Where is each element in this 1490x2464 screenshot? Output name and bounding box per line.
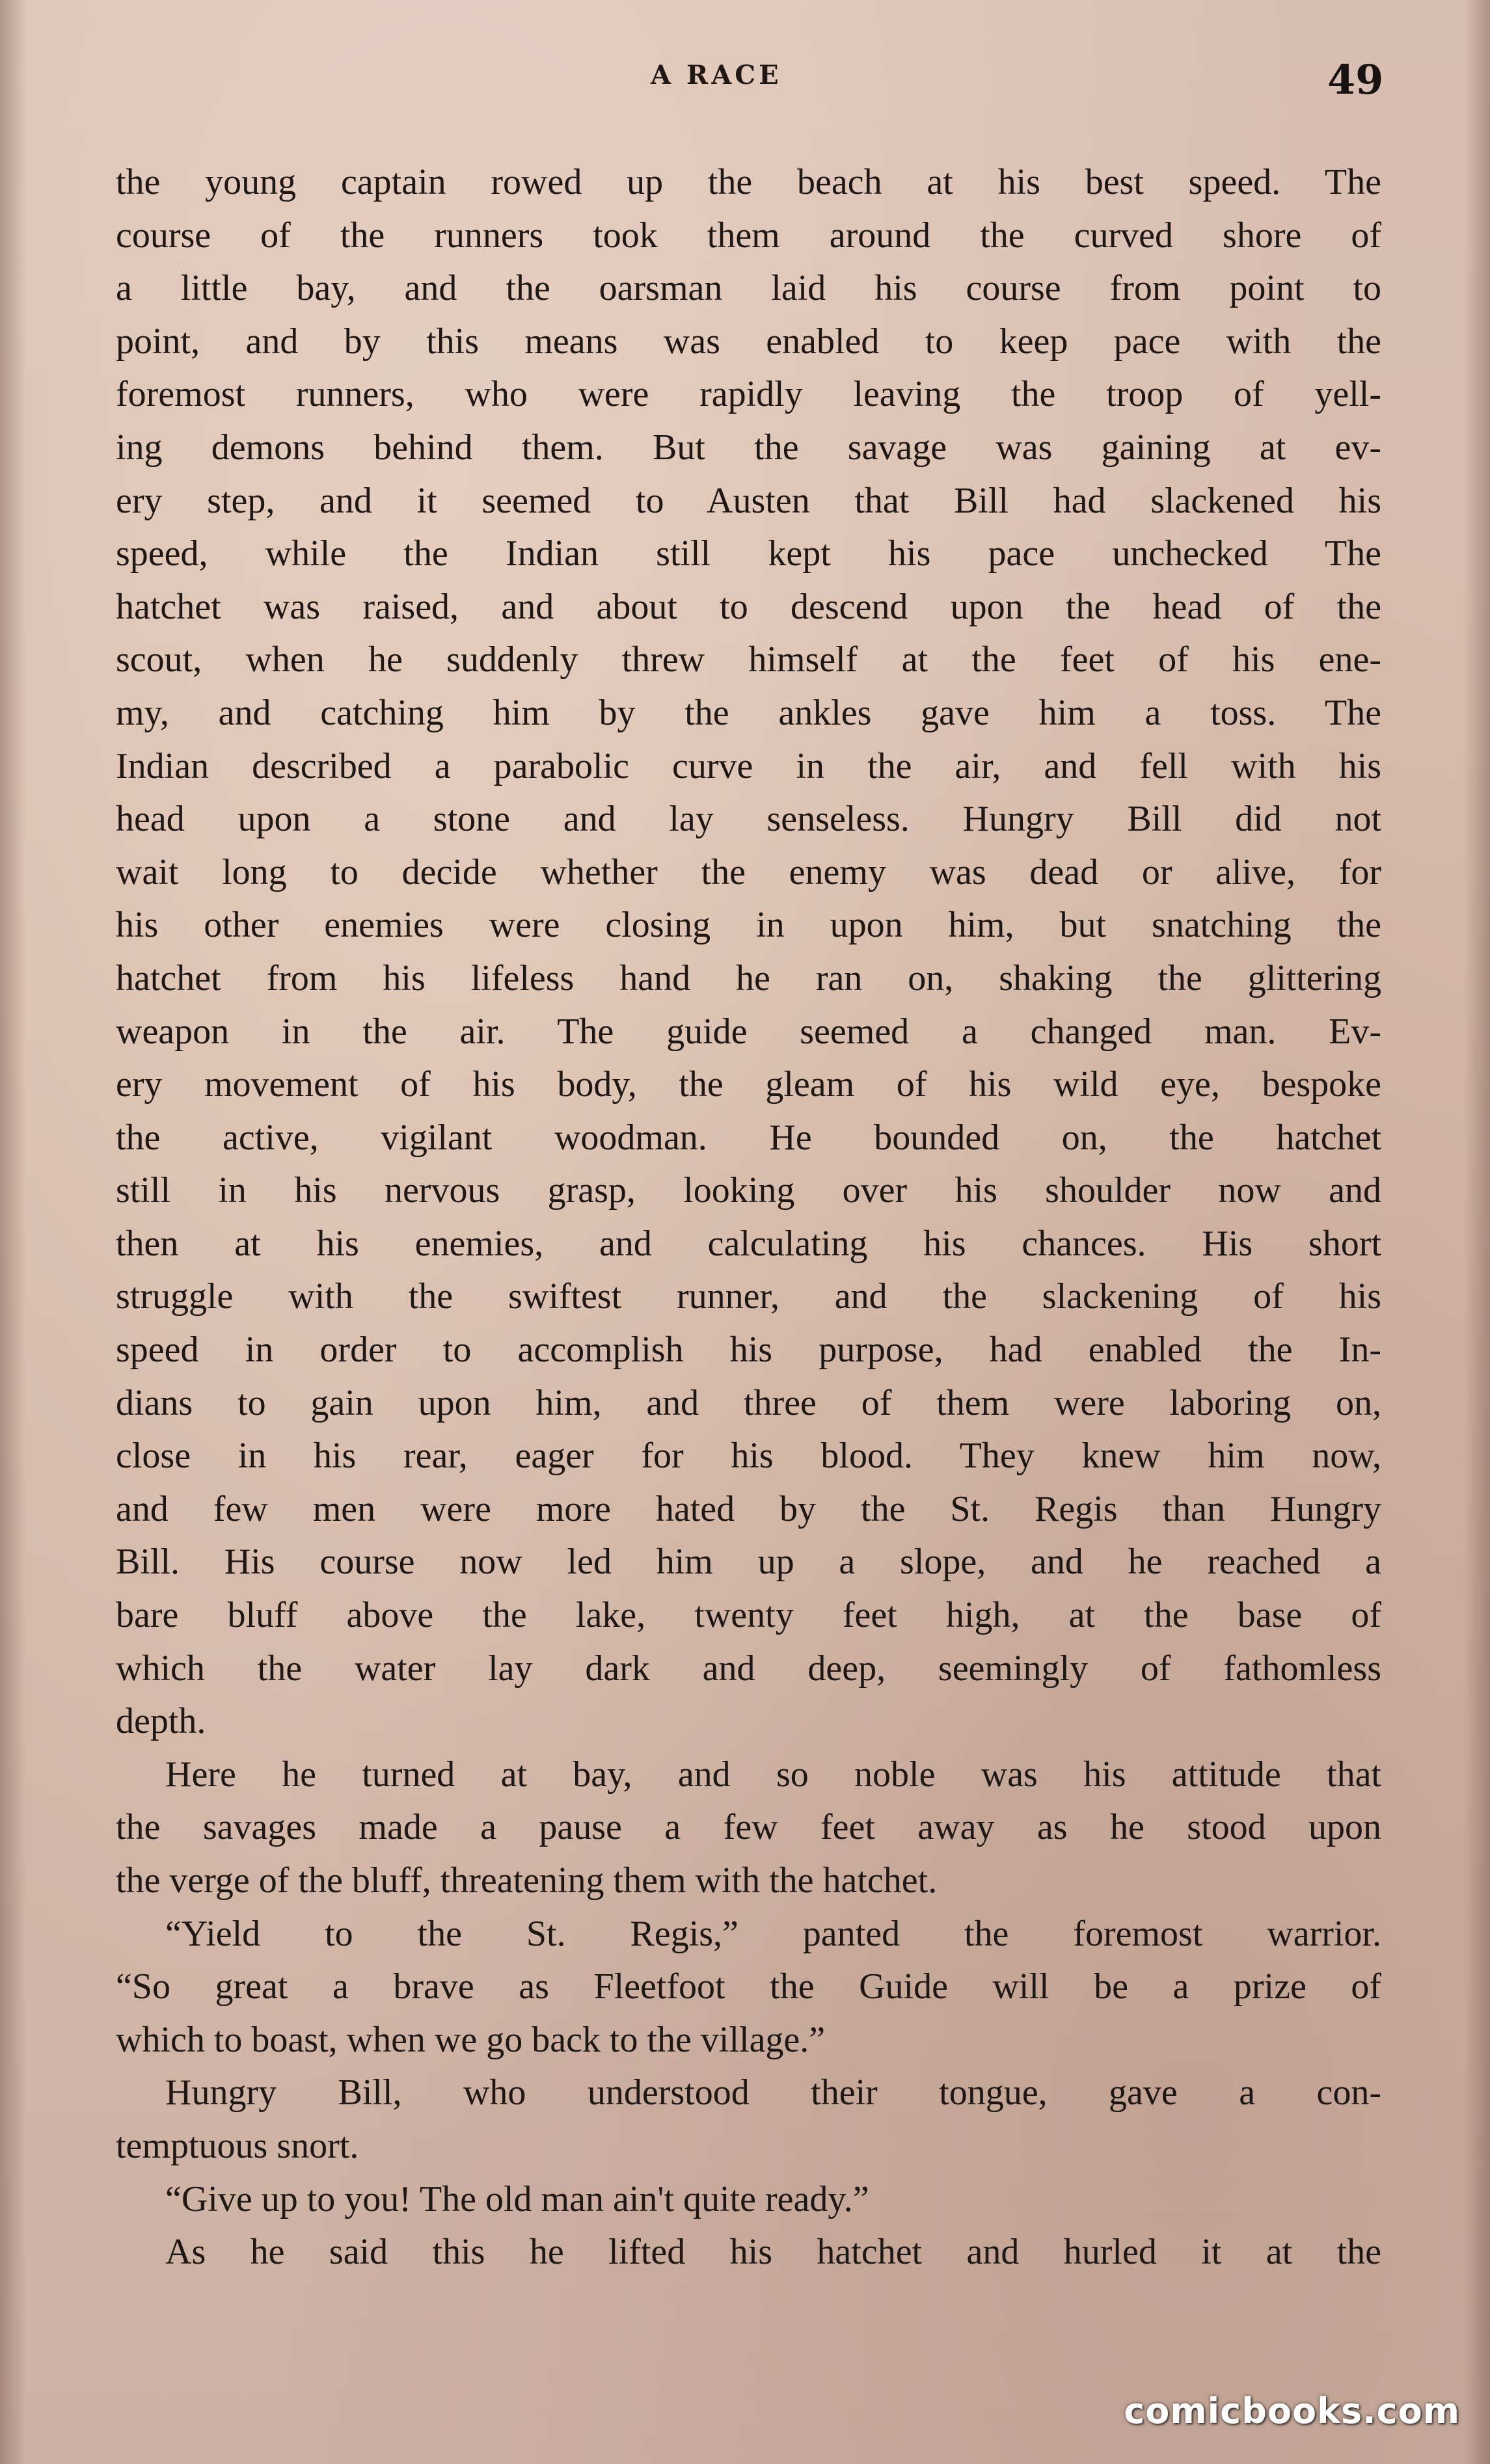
text-line: Here he turned at bay, and so noble was his attitude that bbox=[165, 1754, 1381, 1795]
body-text bbox=[116, 156, 1381, 2279]
text-line: hatchet from his lifeless hand he ran on, shaking the glittering bbox=[116, 957, 1381, 998]
text-line: Hungry Bill, who understood their tongue, gave a con- bbox=[165, 2072, 1381, 2113]
text-line: ing demons behind them. But the savage was gaining at ev- bbox=[116, 427, 1381, 468]
text-line: “So great a brave as Fleetfoot the Guide will be a prize of bbox=[116, 1966, 1381, 2007]
text-line: which the water lay dark and deep, seemingly of fathomless bbox=[116, 1648, 1381, 1689]
page-edge-right bbox=[1464, 0, 1490, 2464]
page-number: 49 bbox=[1327, 56, 1384, 103]
text-line: scout, when he suddenly threw himself at the feet of his ene- bbox=[116, 639, 1381, 680]
text-line: point, and by this means was enabled to keep pace with the bbox=[116, 321, 1381, 362]
text-line: dians to gain upon him, and three of them were laboring on, bbox=[116, 1382, 1381, 1423]
running-head bbox=[0, 56, 1490, 112]
text-line: Bill. His course now led him up a slope, and he reached a bbox=[116, 1542, 1381, 1583]
text-line: weapon in the air. The guide seemed a changed man. Ev- bbox=[116, 1011, 1381, 1052]
text-line: ery movement of his body, the gleam of his wild eye, bespoke bbox=[116, 1064, 1381, 1105]
chapter-title: A RACE bbox=[651, 60, 782, 90]
text-line: hatchet was raised, and about to descend upon the head of the bbox=[116, 586, 1381, 627]
text-line: speed in order to accomplish his purpose, had enabled the In- bbox=[116, 1330, 1381, 1371]
text-line: head upon a stone and lay senseless. Hungry Bill did not bbox=[116, 799, 1381, 840]
text-line: still in his nervous grasp, looking over his shoulder now and bbox=[116, 1170, 1381, 1211]
text-line: the verge of the bluff, threatening them with the hatchet. bbox=[116, 1860, 938, 1901]
text-line: temptuous snort. bbox=[116, 2125, 359, 2166]
text-line: “Give up to you! The old man ain't quite ready.” bbox=[165, 2178, 869, 2219]
text-line: then at his enemies, and calculating his chances. His short bbox=[116, 1223, 1381, 1264]
text-line: wait long to decide whether the enemy was dead or alive, for bbox=[116, 851, 1381, 892]
text-line: the young captain rowed up the beach at his best speed. The bbox=[116, 162, 1381, 202]
text-line: close in his rear, eager for his blood. They knew him now, bbox=[116, 1436, 1381, 1477]
text-line: ery step, and it seemed to Austen that Bill had slackened his bbox=[116, 480, 1381, 521]
watermark: comicbooks.com bbox=[1124, 2390, 1460, 2431]
text-line: foremost runners, who were rapidly leaving the troop of yell- bbox=[116, 374, 1381, 415]
text-line: course of the runners took them around the curved shore of bbox=[116, 215, 1381, 256]
text-line: his other enemies were closing in upon him, but snatching the bbox=[116, 905, 1381, 946]
text-line: bare bluff above the lake, twenty feet high, at the base of bbox=[116, 1595, 1381, 1636]
text-line: speed, while the Indian still kept his pace unchecked The bbox=[116, 533, 1381, 574]
text-line: my, and catching him by the ankles gave him a toss. The bbox=[116, 692, 1381, 733]
text-line: “Yield to the St. Regis,” panted the foremost warrior. bbox=[165, 1913, 1381, 1954]
text-line: and few men were more hated by the St. Regis than Hungry bbox=[116, 1488, 1381, 1529]
text-line: a little bay, and the oarsman laid his course from point to bbox=[116, 268, 1381, 309]
text-line: which to boast, when we go back to the village.” bbox=[116, 2019, 826, 2060]
text-line: struggle with the swiftest runner, and the slackening of his bbox=[116, 1276, 1381, 1317]
text-line: depth. bbox=[116, 1701, 206, 1742]
text-line: the savages made a pause a few feet away as he stood upon bbox=[116, 1807, 1381, 1848]
text-line: the active, vigilant woodman. He bounded on, the hatchet bbox=[116, 1117, 1381, 1158]
text-line: As he said this he lifted his hatchet and hurled it at the bbox=[165, 2232, 1381, 2273]
page-edge-left bbox=[0, 0, 26, 2464]
text-line: Indian described a parabolic curve in the air, and fell with his bbox=[116, 745, 1381, 786]
